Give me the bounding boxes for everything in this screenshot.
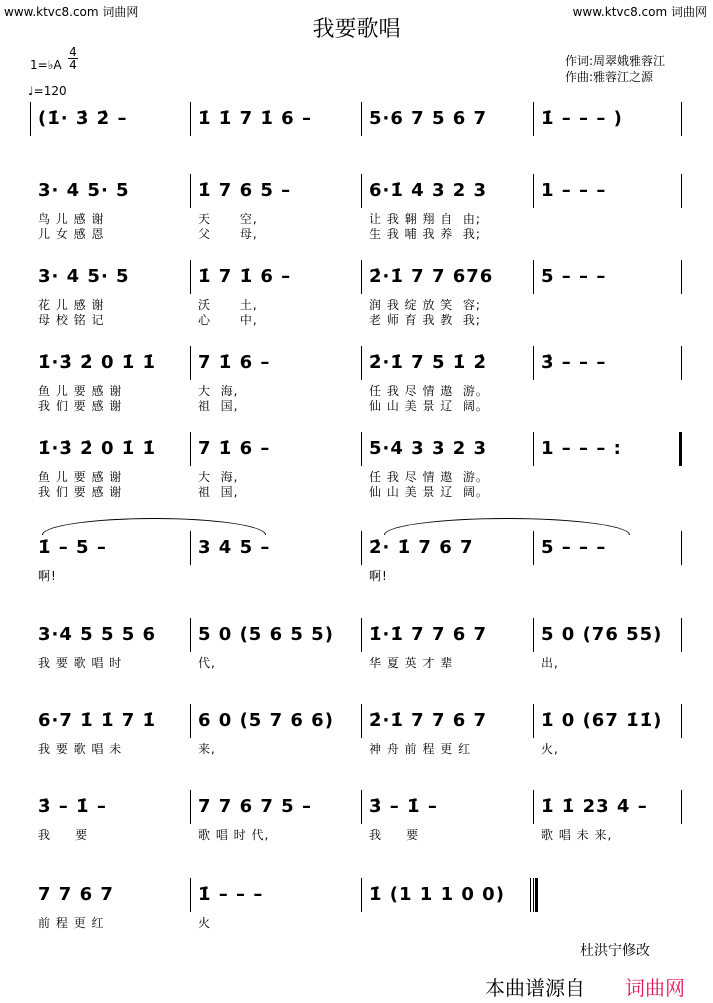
bar-line	[681, 531, 682, 565]
bar-line	[533, 432, 534, 466]
quarter-note-icon: ♩	[28, 84, 34, 98]
lyric-verse-2: 我 们 要 感 谢	[38, 485, 123, 499]
lyric-verse-1: 鱼 儿 要 感 谢	[38, 384, 123, 398]
modified-by: 杜洪宁修改	[580, 943, 650, 959]
lyric-verse-1: 沃 土,	[198, 298, 258, 312]
bar-line	[681, 102, 682, 136]
measure-notes: 1̇·3̇ 2̇ 0 1̇ 1̇	[38, 438, 157, 459]
measure-notes: 3 4 5 –	[198, 537, 271, 558]
song-title: 我要歌唱	[312, 17, 401, 42]
measure-notes: 1̇ 1̇ 7 1̇ 6 –	[198, 108, 312, 129]
flat-icon: ♭	[47, 58, 54, 72]
key-name: A	[53, 58, 62, 72]
measure-notes: 5·6 7 5 6 7	[369, 108, 488, 129]
lyric-verse-1: 歌 唱 未 来,	[541, 828, 613, 842]
lyric-verse-1: 润 我 绽 放 笑 容;	[369, 298, 481, 312]
lyric-verse-2: 老 师 育 我 教 我;	[369, 313, 481, 327]
lyric-verse-2: 仙 山 美 景 辽 阔。	[369, 485, 489, 499]
measure-notes: 5 0 (76 55)	[541, 624, 663, 645]
bar-line	[361, 174, 362, 208]
measure-notes: 7 1̇ 6 –	[198, 352, 271, 373]
measure-notes: (1̇· 3̇ 2̇ –	[38, 108, 128, 129]
lyric-verse-2: 父 母,	[198, 227, 258, 241]
measure-notes: 1 – – –	[541, 180, 607, 201]
measure-notes: 3·4 5 5 5 6	[38, 624, 157, 645]
bar-line	[361, 704, 362, 738]
lyric-verse-2: 祖 国,	[198, 485, 239, 499]
site-watermark-right[interactable]: www.ktvc8.com 词曲网	[572, 5, 707, 19]
composer-credit: 作曲:雅蓉江之源	[565, 70, 654, 84]
time-signature	[68, 46, 78, 71]
measure-notes: 7 7 6 7 5 –	[198, 796, 312, 817]
lyric-verse-1: 我 要	[369, 828, 420, 842]
lyric-verse-1: 任 我 尽 情 遨 游。	[369, 384, 489, 398]
bar-line	[361, 260, 362, 294]
bar-line	[533, 878, 534, 912]
bar-line	[533, 174, 534, 208]
lyric-verse-1: 歌 唱 时 代,	[198, 828, 270, 842]
key-prefix: 1=	[30, 58, 48, 72]
measure-notes: 6 0 (5 7 6 6)	[198, 710, 334, 731]
lyricist-credit: 作词:周翠娥雅蓉江	[565, 54, 666, 68]
bar-line	[190, 704, 191, 738]
lyric-verse-1: 出,	[541, 656, 559, 670]
measure-notes: 3̇ – 1̇ –	[38, 796, 107, 817]
lyric-verse-1: 啊!	[38, 569, 57, 583]
tempo-marking	[28, 84, 67, 98]
measure-notes: 7 7 6 7	[38, 884, 114, 905]
lyric-verse-2: 生 我 哺 我 养 我;	[369, 227, 481, 241]
measure-notes: 1̇ 1̇ 23 4 –	[541, 796, 648, 817]
lyric-verse-1: 我 要	[38, 828, 89, 842]
measure-notes: 1̇ 0 (67 1̇1̇)	[541, 710, 663, 731]
bar-line	[361, 531, 362, 565]
slur-tie	[384, 518, 630, 535]
measure-notes: 3· 4 5· 5	[38, 180, 130, 201]
bar-line	[533, 790, 534, 824]
bar-line	[533, 531, 534, 565]
lyric-verse-1: 花 儿 感 谢	[38, 298, 105, 312]
bar-line	[361, 618, 362, 652]
measure-notes: 1̇ (1 1 1 0 0)	[369, 884, 505, 905]
bar-line	[533, 346, 534, 380]
bar-line	[190, 346, 191, 380]
measure-notes: 7 1̇ 6 –	[198, 438, 271, 459]
lyric-verse-1: 任 我 尽 情 遨 游。	[369, 470, 489, 484]
lyric-verse-1: 神 舟 前 程 更 红	[369, 742, 472, 756]
bar-line	[361, 432, 362, 466]
measure-notes: 2̇·1̇ 7 7 6 7	[369, 710, 488, 731]
lyric-verse-1: 大 海,	[198, 470, 239, 484]
measure-notes: 1̇ – – –	[198, 884, 264, 905]
lyric-verse-1: 代,	[198, 656, 216, 670]
source-brand[interactable]: 词曲网	[625, 976, 685, 1000]
measure-notes: 1̇ 7 1̇ 6 –	[198, 266, 292, 287]
measure-notes: 5·4 3 3 2 3	[369, 438, 488, 459]
lyric-verse-1: 来,	[198, 742, 216, 756]
bar-line	[361, 790, 362, 824]
measure-notes: 2̇·1̇ 7 7 676	[369, 266, 494, 287]
measure-notes: 1̇·1̇ 7 7 6 7	[369, 624, 488, 645]
bar-line	[190, 790, 191, 824]
measure-notes: 3̇ – 1̇ –	[369, 796, 438, 817]
final-bar-thin	[530, 878, 531, 912]
bar-line	[190, 432, 191, 466]
bar-line	[190, 260, 191, 294]
measure-notes: 1̇ – – – )	[541, 108, 623, 129]
lyric-verse-1: 火,	[541, 742, 559, 756]
bar-line	[533, 102, 534, 136]
slur-tie	[42, 518, 266, 535]
final-bar-thick	[535, 878, 538, 912]
measure-notes: 1̇·3̇ 2̇ 0 1̇ 1̇	[38, 352, 157, 373]
measure-notes: 1̇ – 5 –	[38, 537, 107, 558]
measure-notes: 1̇ 7 6 5 –	[198, 180, 292, 201]
bar-line	[533, 618, 534, 652]
bar-line	[190, 174, 191, 208]
lyric-verse-1: 火	[198, 916, 212, 930]
bar-line	[361, 102, 362, 136]
lyric-verse-1: 让 我 翱 翔 自 由;	[369, 212, 481, 226]
lyric-verse-2: 儿 女 感 恩	[38, 227, 105, 241]
bar-line	[681, 790, 682, 824]
measure-notes: 3̇ – – –	[541, 352, 607, 373]
bar-line	[30, 102, 31, 136]
lyric-verse-2: 仙 山 美 景 辽 阔。	[369, 399, 489, 413]
lyric-verse-2: 母 校 铭 记	[38, 313, 105, 327]
measure-notes: 2̇· 1̇ 7 6 7	[369, 537, 474, 558]
bar-line	[190, 102, 191, 136]
measure-notes: 2̇·1̇ 7 5 1̇ 2̇	[369, 352, 488, 373]
lyric-verse-2: 祖 国,	[198, 399, 239, 413]
lyric-verse-1: 前 程 更 红	[38, 916, 105, 930]
measure-notes: 5 – – –	[541, 537, 607, 558]
measure-notes: 5 0 (5 6 5 5)	[198, 624, 334, 645]
lyric-verse-1: 我 要 歌 唱 未	[38, 742, 123, 756]
time-bottom: 4	[69, 58, 77, 72]
lyric-verse-2: 我 们 要 感 谢	[38, 399, 123, 413]
measure-notes: 5 – – –	[541, 266, 607, 287]
measure-notes: 1 – – – :	[541, 438, 622, 459]
lyric-verse-1: 啊!	[369, 569, 388, 583]
bar-line	[533, 260, 534, 294]
lyric-verse-1: 华 夏 英 才 辈	[369, 656, 454, 670]
time-top: 4	[69, 45, 77, 59]
lyric-verse-1: 天 空,	[198, 212, 258, 226]
lyric-verse-1: 大 海,	[198, 384, 239, 398]
bar-line	[681, 346, 682, 380]
bar-line	[533, 704, 534, 738]
bar-line	[681, 260, 682, 294]
bar-line	[681, 618, 682, 652]
bar-line	[190, 878, 191, 912]
bar-line	[190, 618, 191, 652]
bar-line	[361, 878, 362, 912]
bar-line	[681, 704, 682, 738]
tempo-value: =120	[33, 84, 67, 98]
measure-notes: 3· 4 5· 5	[38, 266, 130, 287]
lyric-verse-1: 鱼 儿 要 感 谢	[38, 470, 123, 484]
lyric-verse-2: 心 中,	[198, 313, 258, 327]
site-watermark-left[interactable]: www.ktvc8.com 词曲网	[4, 5, 139, 19]
source-label: 本曲谱源自	[485, 976, 585, 1000]
lyric-verse-1: 我 要 歌 唱 时	[38, 656, 123, 670]
bar-line	[361, 346, 362, 380]
key-signature	[30, 58, 62, 72]
lyric-verse-1: 鸟 儿 感 谢	[38, 212, 105, 226]
repeat-bar	[679, 432, 682, 466]
measure-notes: 6·1̇ 4 3 2 3	[369, 180, 488, 201]
bar-line	[681, 174, 682, 208]
measure-notes: 6·7 1̇ 1̇ 7 1̇	[38, 710, 157, 731]
bar-line	[190, 531, 191, 565]
